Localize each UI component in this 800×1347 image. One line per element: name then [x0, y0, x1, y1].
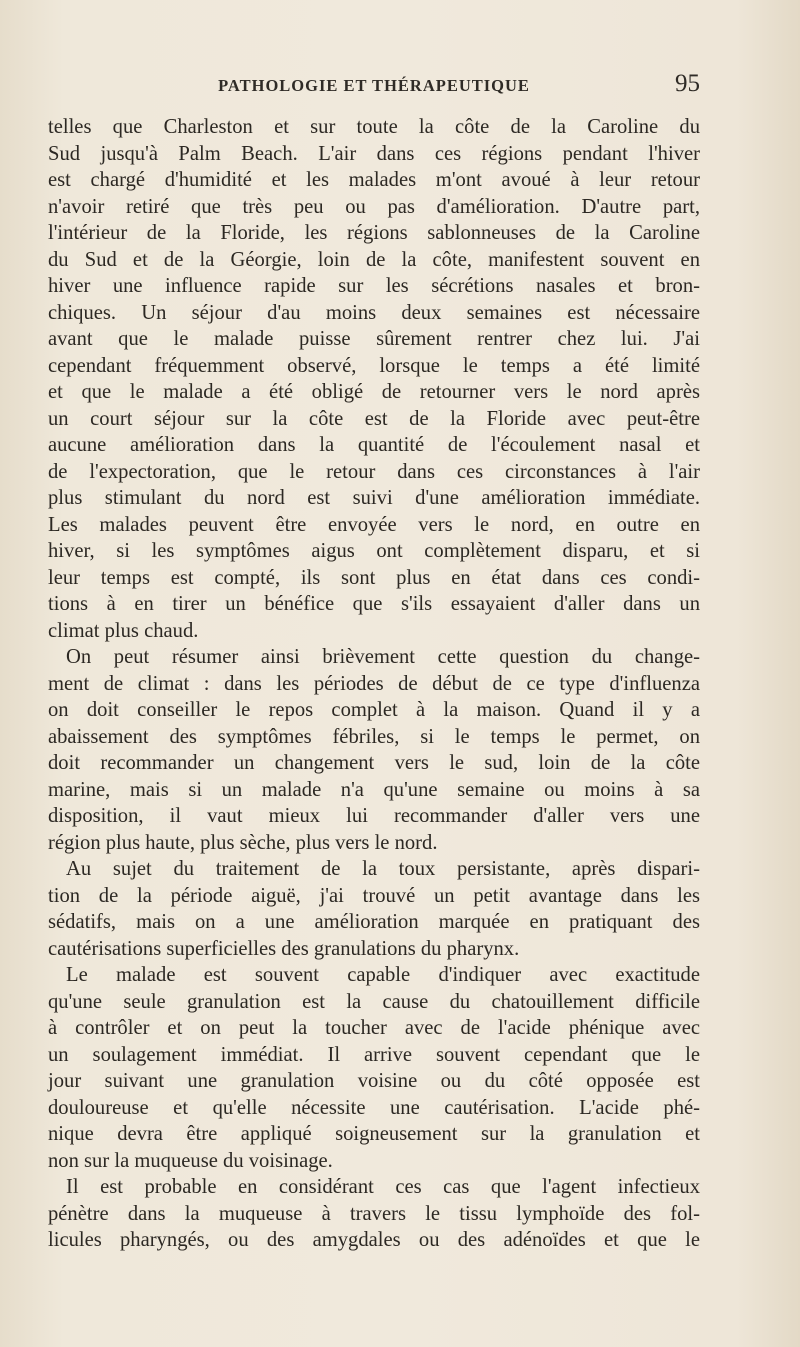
text-line: cependant fréquemment observé, lorsque le temps a été limité — [48, 354, 700, 377]
text-line: leur temps est compté, ils sont plus en état dans ces condi- — [48, 566, 700, 589]
text-line: abaissement des symptômes fébriles, si le temps le permet, on — [48, 725, 700, 748]
text-line: et que le malade a été obligé de retourner vers le nord après — [48, 381, 700, 403]
text-line: sédatifs, mais on a une amélioration marquée en pratiquant des — [48, 911, 700, 933]
body-text — [48, 114, 700, 1254]
text-line: on doit conseiller le repos complet à la maison. Quand il y a — [48, 699, 700, 721]
text-line: telles que Charleston et sur toute la côte de la Caroline du — [48, 116, 700, 138]
text-line: aucune amélioration dans la quantité de l'écoulement nasal et — [48, 434, 700, 456]
text-line: hiver, si les symptômes aigus ont complètement disparu, et si — [48, 540, 700, 562]
page-header — [48, 70, 700, 104]
text-line: un court séjour sur la côte est de la Floride avec peut-être — [48, 407, 700, 430]
text-line: région plus haute, plus sèche, plus vers le nord. — [48, 831, 438, 854]
text-line: Le malade est souvent capable d'indiquer avec exactitude — [66, 964, 700, 986]
text-line: disposition, il vaut mieux lui recommander d'aller vers une — [48, 805, 700, 827]
text-line: Sud jusqu'à Palm Beach. L'air dans ces régions pendant l'hiver — [48, 142, 700, 165]
text-line: Il est probable en considérant ces cas que l'agent infectieux — [66, 1176, 700, 1198]
text-line: de l'expectoration, que le retour dans ces circonstances à l'air — [48, 460, 700, 483]
text-line: est chargé d'humidité et les malades m'ont avoué à leur retour — [48, 169, 700, 191]
text-line: doit recommander un changement vers le sud, loin de la côte — [48, 752, 700, 774]
text-line: douloureuse et qu'elle nécessite une cautérisation. L'acide phé- — [48, 1096, 700, 1119]
text-line: On peut résumer ainsi brièvement cette question du change- — [66, 646, 700, 668]
text-line: Les malades peuvent être envoyée vers le nord, en outre en — [48, 513, 700, 536]
text-line: n'avoir retiré que très peu ou pas d'amélioration. D'autre part, — [48, 195, 700, 218]
text-line: marine, mais si un malade n'a qu'une semaine ou moins à sa — [48, 778, 700, 801]
text-line: cautérisations superficielles des granulations du pharynx. — [48, 937, 520, 960]
text-line: Au sujet du traitement de la toux persistante, après dispari- — [66, 858, 700, 880]
running-title: PATHOLOGIE ET THÉRAPEUTIQUE — [218, 76, 530, 95]
text-line: chiques. Un séjour d'au moins deux semaines est nécessaire — [48, 301, 700, 324]
text-line: avant que le malade puisse sûrement rentrer chez lui. J'ai — [48, 328, 700, 350]
text-line: licules pharyngés, ou des amygdales ou des adénoïdes et que le — [48, 1229, 700, 1251]
text-line: tion de la période aiguë, j'ai trouvé un petit avantage dans les — [48, 884, 700, 907]
text-line: l'intérieur de la Floride, les régions sablonneuses de la Caroline — [48, 222, 700, 244]
text-line: à contrôler et on peut la toucher avec de l'acide phénique avec — [48, 1017, 700, 1039]
text-line: nique devra être appliqué soigneusement sur la granulation et — [48, 1123, 700, 1145]
text-line: climat plus chaud. — [48, 619, 199, 642]
text-line: jour suivant une granulation voisine ou du côté opposée est — [48, 1070, 700, 1092]
page-number: 95 — [675, 70, 700, 97]
text-line: un soulagement immédiat. Il arrive souvent cependant que le — [48, 1043, 700, 1066]
text-line: hiver une influence rapide sur les sécrétions nasales et bron- — [48, 275, 700, 297]
text-line: plus stimulant du nord est suivi d'une amélioration immédiate. — [48, 487, 700, 509]
text-line: tions à en tirer un bénéfice que s'ils essayaient d'aller dans un — [48, 593, 700, 615]
text-line: ment de climat : dans les périodes de début de ce type d'influenza — [48, 672, 700, 695]
text-line: non sur la muqueuse du voisinage. — [48, 1149, 333, 1172]
text-line: du Sud et de la Géorgie, loin de la côte, manifestent souvent en — [48, 248, 700, 271]
text-line: pénètre dans la muqueuse à travers le tissu lymphoïde des fol- — [48, 1202, 700, 1225]
text-line: qu'une seule granulation est la cause du chatouillement difficile — [48, 990, 700, 1013]
